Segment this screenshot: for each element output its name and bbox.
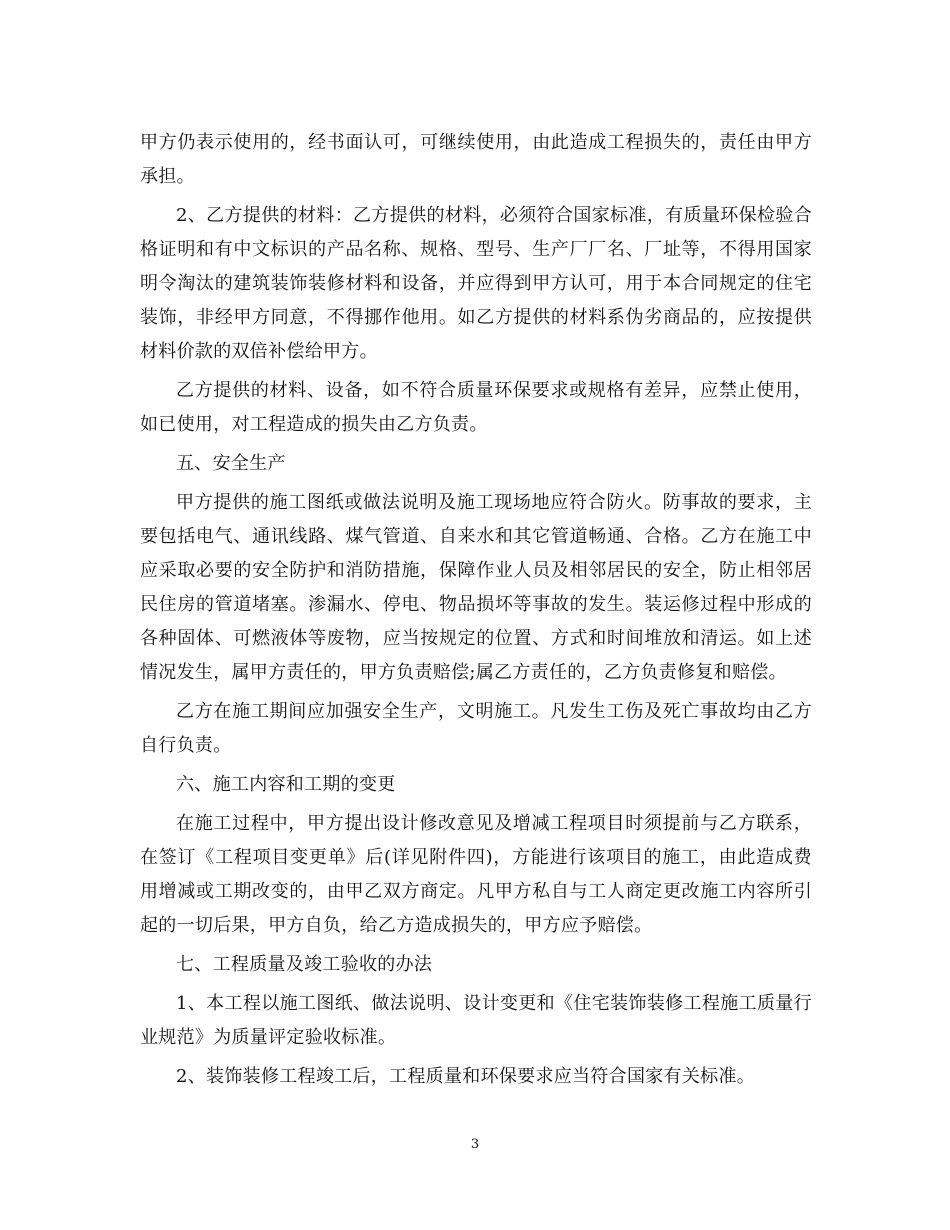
page-number: 3 [470,1137,480,1152]
paragraph-continuation: 甲方仍表示使用的，经书面认可，可继续使用，由此造成工程损失的，责任由甲方承担。 [140,132,812,187]
section-heading-changes: 六、施工内容和工期的变更 [176,774,396,795]
paragraph-safe-construction: 乙方在施工期间应加强安全生产，文明施工。凡发生工伤及死亡事故均由乙方自行负责。 [140,701,812,756]
section-heading-safety: 五、安全生产 [176,453,286,474]
section-heading-quality: 七、工程质量及竣工验收的办法 [176,954,433,975]
paragraph-contractor-materials: 2、乙方提供的材料：乙方提供的材料，必须符合国家标准，有质量环保检验合格证明和有中文标识的产品名称、规格、型号、生产厂厂名、厂址等，不得用国家明令淘汰的建筑装饰装修材料和设备，并应得到甲方认可，用于本合同规定的住宅装饰，非经甲方同意，不得挪作他用。如乙方提供的材料系伪劣商品的，应按提供材料价款的双倍补偿给甲方。 [140,205,812,362]
paragraph-quality-standard: 1、本工程以施工图纸、做法说明、设计变更和《住宅装饰装修工程施工质量行业规范》为质量评定验收标准。 [140,993,812,1048]
paragraph-fire-safety: 甲方提供的施工图纸或做法说明及施工现场地应符合防火。防事故的要求，主要包括电气、通讯线路、煤气管道、自来水和其它管道畅通、合格。乙方在施工中应采取必要的安全防护和消防措施，保障作业人员及相邻居民的安全，防止相邻居民住房的管道堵塞。渗漏水、停电、物品损坏等事故的发生。装运修过程中形成的各种固体、可燃液体等废物，应当按规定的位置、方式和时间堆放和清运。如上述情况发生，属甲方责任的，甲方负责赔偿;属乙方责任的，乙方负责修复和赔偿。 [140,492,812,683]
document-body [140,126,812,1099]
paragraph-change-process: 在施工过程中，甲方提出设计修改意见及增减工程项目时须提前与乙方联系，在签订《工程项目变更单》后(详见附件四)，方能进行该项目的施工，由此造成费用增减或工期改变的，由甲乙双方商定。凡甲方私自与工人商定更改施工内容所引起的一切后果，甲方自负，给乙方造成损失的，甲方应予赔偿。 [140,813,812,936]
paragraph-materials-noncompliance: 乙方提供的材料、设备，如不符合质量环保要求或规格有差异，应禁止使用，如已使用，对工程造成的损失由乙方负责。 [140,380,812,435]
paragraph-completion-standard: 2、装饰装修工程竣工后，工程质量和环保要求应当符合国家有关标准。 [176,1066,756,1087]
